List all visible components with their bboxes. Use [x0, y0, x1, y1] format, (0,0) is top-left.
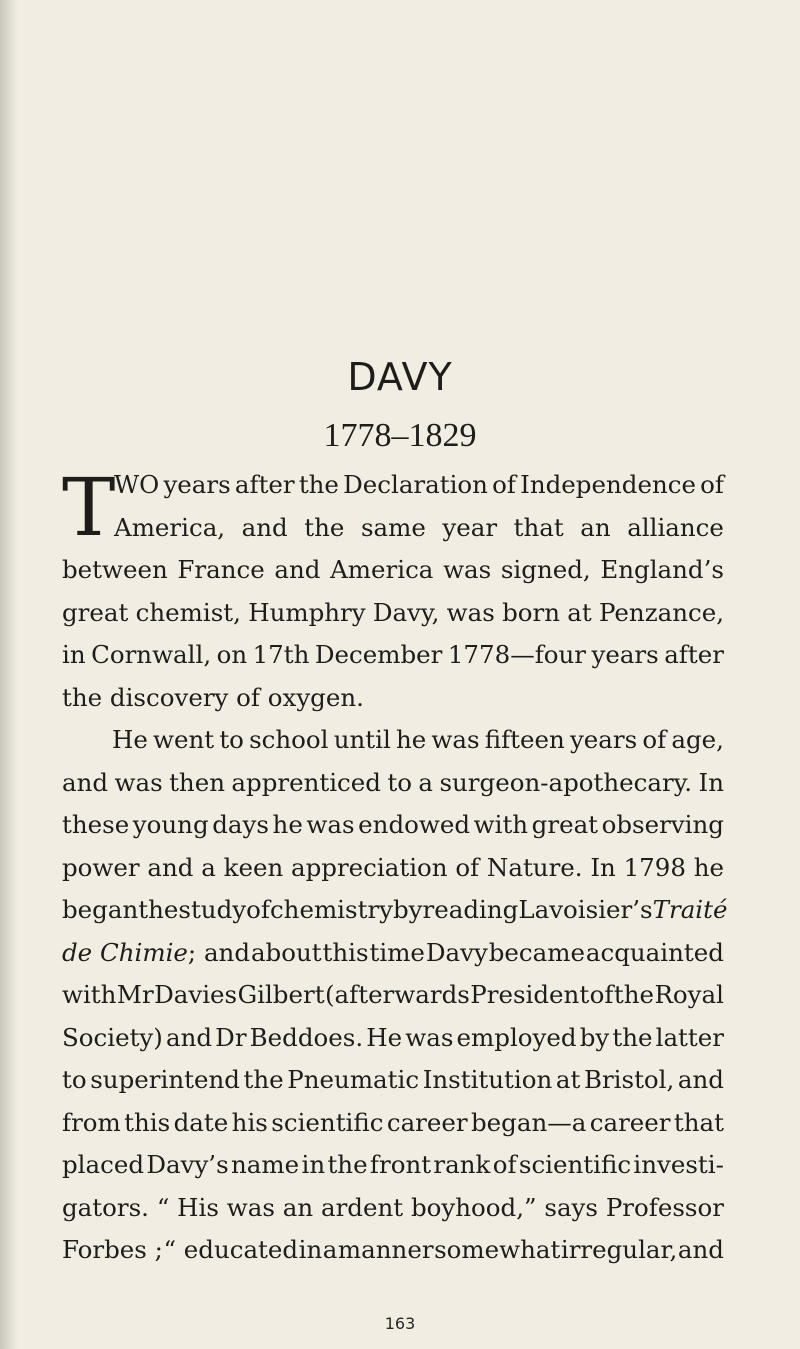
- word: after: [664, 640, 724, 669]
- word: scientific: [271, 1107, 384, 1137]
- word: He: [112, 725, 148, 754]
- word: in: [301, 1150, 326, 1179]
- word: alliance: [627, 512, 724, 542]
- word: reading: [422, 895, 519, 924]
- text-line: [62, 464, 724, 507]
- word: he: [395, 725, 427, 754]
- chapter-title: DAVY: [347, 355, 453, 399]
- word: Humphry: [248, 597, 366, 627]
- word: and: [147, 852, 194, 882]
- word: 17th: [252, 640, 310, 669]
- word: “ His: [156, 1192, 219, 1222]
- word: America: [330, 555, 434, 584]
- chapter-dates: 1778–1829: [323, 417, 477, 454]
- word: England’s: [600, 555, 724, 584]
- word: Mr: [116, 980, 154, 1009]
- text-line: [62, 1102, 724, 1145]
- word: Forbes ;: [62, 1235, 163, 1264]
- word: this: [124, 1107, 171, 1137]
- word: latter: [655, 1022, 724, 1052]
- word: acquainted: [585, 937, 724, 967]
- word: and: [241, 512, 288, 542]
- word: manner: [337, 1235, 434, 1264]
- word-text: ; and: [187, 937, 251, 967]
- word: and: [165, 1022, 213, 1052]
- word: great: [62, 597, 129, 627]
- word: Lavoisier’s: [518, 895, 653, 924]
- text-line: [62, 932, 724, 975]
- word: boyhood,”: [410, 1192, 537, 1222]
- word: same: [360, 512, 426, 542]
- word: and: [274, 555, 321, 584]
- italic-phrase: Traité: [652, 895, 728, 924]
- word: ardent: [320, 1192, 404, 1222]
- word: gators.: [62, 1192, 149, 1222]
- word: (afterwards: [324, 980, 470, 1009]
- text-line: the discovery of oxygen.: [62, 682, 364, 712]
- word: between: [62, 555, 168, 584]
- word: signed,: [500, 555, 591, 584]
- word: In: [590, 852, 616, 882]
- word: became: [488, 937, 585, 967]
- word: France: [177, 555, 265, 584]
- word: endowed: [358, 810, 471, 839]
- word: “ educated: [163, 1235, 299, 1264]
- word: of: [492, 470, 516, 499]
- word: chemistry: [269, 895, 393, 924]
- body-text: [62, 461, 728, 1272]
- word: December: [314, 640, 443, 669]
- word: the: [138, 895, 179, 924]
- word: study: [178, 895, 247, 924]
- word: surgeon-apothecary.: [439, 767, 693, 797]
- word: the: [327, 1150, 368, 1179]
- word: then: [169, 767, 225, 797]
- word: Nature.: [486, 852, 583, 882]
- word: superintend: [90, 1065, 240, 1094]
- word: and: [677, 1065, 724, 1094]
- word: his: [231, 1107, 268, 1137]
- text-line: [62, 889, 728, 932]
- word: age,: [671, 725, 724, 754]
- word: began: [62, 895, 139, 924]
- word: great: [531, 810, 599, 839]
- word: Declaration: [343, 470, 488, 499]
- word: keen: [223, 852, 284, 882]
- word: apprenticed: [231, 767, 381, 797]
- word: of: [246, 895, 270, 924]
- word: employed: [456, 1022, 577, 1052]
- word: to: [219, 725, 244, 754]
- page-number: 163: [384, 1314, 416, 1333]
- text-line: [62, 804, 724, 847]
- text-line: [62, 719, 724, 762]
- word: Penzance,: [599, 597, 724, 627]
- word: date: [173, 1107, 229, 1137]
- word: Bristol,: [583, 1065, 675, 1094]
- word: days: [212, 810, 269, 839]
- word: the: [243, 1065, 284, 1094]
- word: an: [580, 512, 611, 542]
- word: was: [306, 810, 355, 839]
- word: was: [443, 555, 492, 584]
- word: President: [470, 980, 590, 1009]
- word: Independence: [520, 470, 696, 499]
- word: Davy,: [372, 597, 440, 627]
- text-line: [62, 549, 724, 592]
- word: the: [298, 470, 339, 499]
- text-line: [62, 1229, 724, 1272]
- word: went: [153, 725, 215, 754]
- word: years: [163, 470, 231, 499]
- word: scientific: [518, 1150, 632, 1179]
- italic-phrase: de Chimie: [62, 937, 188, 967]
- word: an: [282, 1192, 314, 1222]
- word: Davy’s: [146, 1150, 229, 1179]
- word: In: [698, 767, 724, 797]
- word: was: [446, 597, 495, 627]
- word: years: [591, 640, 659, 669]
- word: of: [642, 725, 667, 754]
- word: by: [579, 1022, 610, 1052]
- word: Dr: [215, 1022, 247, 1052]
- word: Beddoes.: [249, 1022, 364, 1052]
- text-line: [62, 1017, 724, 1060]
- word: rank: [433, 1150, 491, 1179]
- text-line: [62, 592, 724, 635]
- text-line: [62, 1187, 724, 1230]
- word: and: [677, 1235, 724, 1264]
- word: school: [249, 725, 329, 754]
- word: investi-: [633, 1150, 724, 1179]
- word: of: [589, 980, 614, 1009]
- word: born: [502, 597, 561, 627]
- word: these: [62, 810, 130, 839]
- word: America,: [114, 512, 226, 542]
- word: with: [62, 980, 117, 1009]
- word: year: [442, 512, 498, 542]
- text-line: [62, 1144, 724, 1187]
- word: to: [62, 1065, 87, 1094]
- word: power: [62, 852, 140, 882]
- word: 1778—four: [447, 640, 587, 669]
- word: that: [673, 1107, 724, 1137]
- word: appreciation: [291, 852, 448, 882]
- binding-shadow: [0, 0, 18, 1349]
- word: Society): [62, 1022, 163, 1052]
- word: of: [700, 470, 724, 499]
- word: in: [298, 1235, 323, 1264]
- word: chemist,: [135, 597, 241, 627]
- word: Cornwall,: [91, 640, 212, 669]
- word: Institution: [422, 1065, 553, 1094]
- word: young: [132, 810, 209, 839]
- word: career: [386, 1107, 468, 1137]
- word: was: [405, 1022, 454, 1052]
- word: was: [114, 767, 163, 797]
- word: from: [62, 1107, 121, 1137]
- word: was: [431, 725, 480, 754]
- word: career: [589, 1107, 671, 1137]
- drop-cap: T: [62, 461, 116, 554]
- word: to: [387, 767, 412, 797]
- word: after: [234, 470, 295, 499]
- text-line: [62, 634, 724, 677]
- word: this: [322, 937, 369, 967]
- word: front: [369, 1150, 432, 1179]
- word: the: [304, 512, 345, 542]
- word: of: [492, 1150, 517, 1179]
- word: with: [473, 810, 529, 839]
- word: on: [216, 640, 248, 669]
- text-line: [62, 507, 724, 550]
- word: time: [369, 937, 425, 967]
- word: 1798: [623, 852, 686, 882]
- text-line: [62, 974, 724, 1017]
- word: years: [569, 725, 638, 754]
- word: Davies: [154, 980, 238, 1009]
- word: until: [333, 725, 391, 754]
- word: a: [418, 767, 434, 797]
- word: at: [567, 597, 592, 627]
- word: name: [231, 1150, 300, 1179]
- word: a: [322, 1235, 338, 1264]
- word: observing: [601, 810, 724, 839]
- word: began—a: [471, 1107, 587, 1137]
- word: Pneumatic: [287, 1065, 420, 1094]
- word: by: [393, 895, 423, 924]
- word: the: [612, 1022, 653, 1052]
- word: Professor: [605, 1192, 724, 1222]
- text-line: [62, 847, 724, 890]
- word: somewhat: [434, 1235, 561, 1264]
- word: of: [455, 852, 480, 882]
- word: Gilbert: [237, 980, 325, 1009]
- word: the: [613, 980, 655, 1009]
- word: was: [226, 1192, 275, 1222]
- word: says: [544, 1192, 598, 1222]
- word: WO: [114, 470, 160, 499]
- word: he: [272, 810, 303, 839]
- word: Davy: [425, 937, 488, 967]
- word: about: [250, 937, 322, 967]
- word: fifteen: [484, 725, 565, 754]
- word: at: [555, 1065, 581, 1094]
- word: He: [366, 1022, 403, 1052]
- word: that: [513, 512, 564, 542]
- text-line: [62, 1059, 724, 1102]
- word: a: [201, 852, 216, 882]
- text-line: [62, 762, 724, 805]
- word: [62, 932, 250, 975]
- word: and: [62, 767, 109, 797]
- word: irregular,: [560, 1235, 678, 1264]
- word: placed: [62, 1150, 145, 1179]
- word: he: [693, 852, 724, 882]
- word: in: [62, 640, 86, 669]
- word: Royal: [654, 980, 724, 1009]
